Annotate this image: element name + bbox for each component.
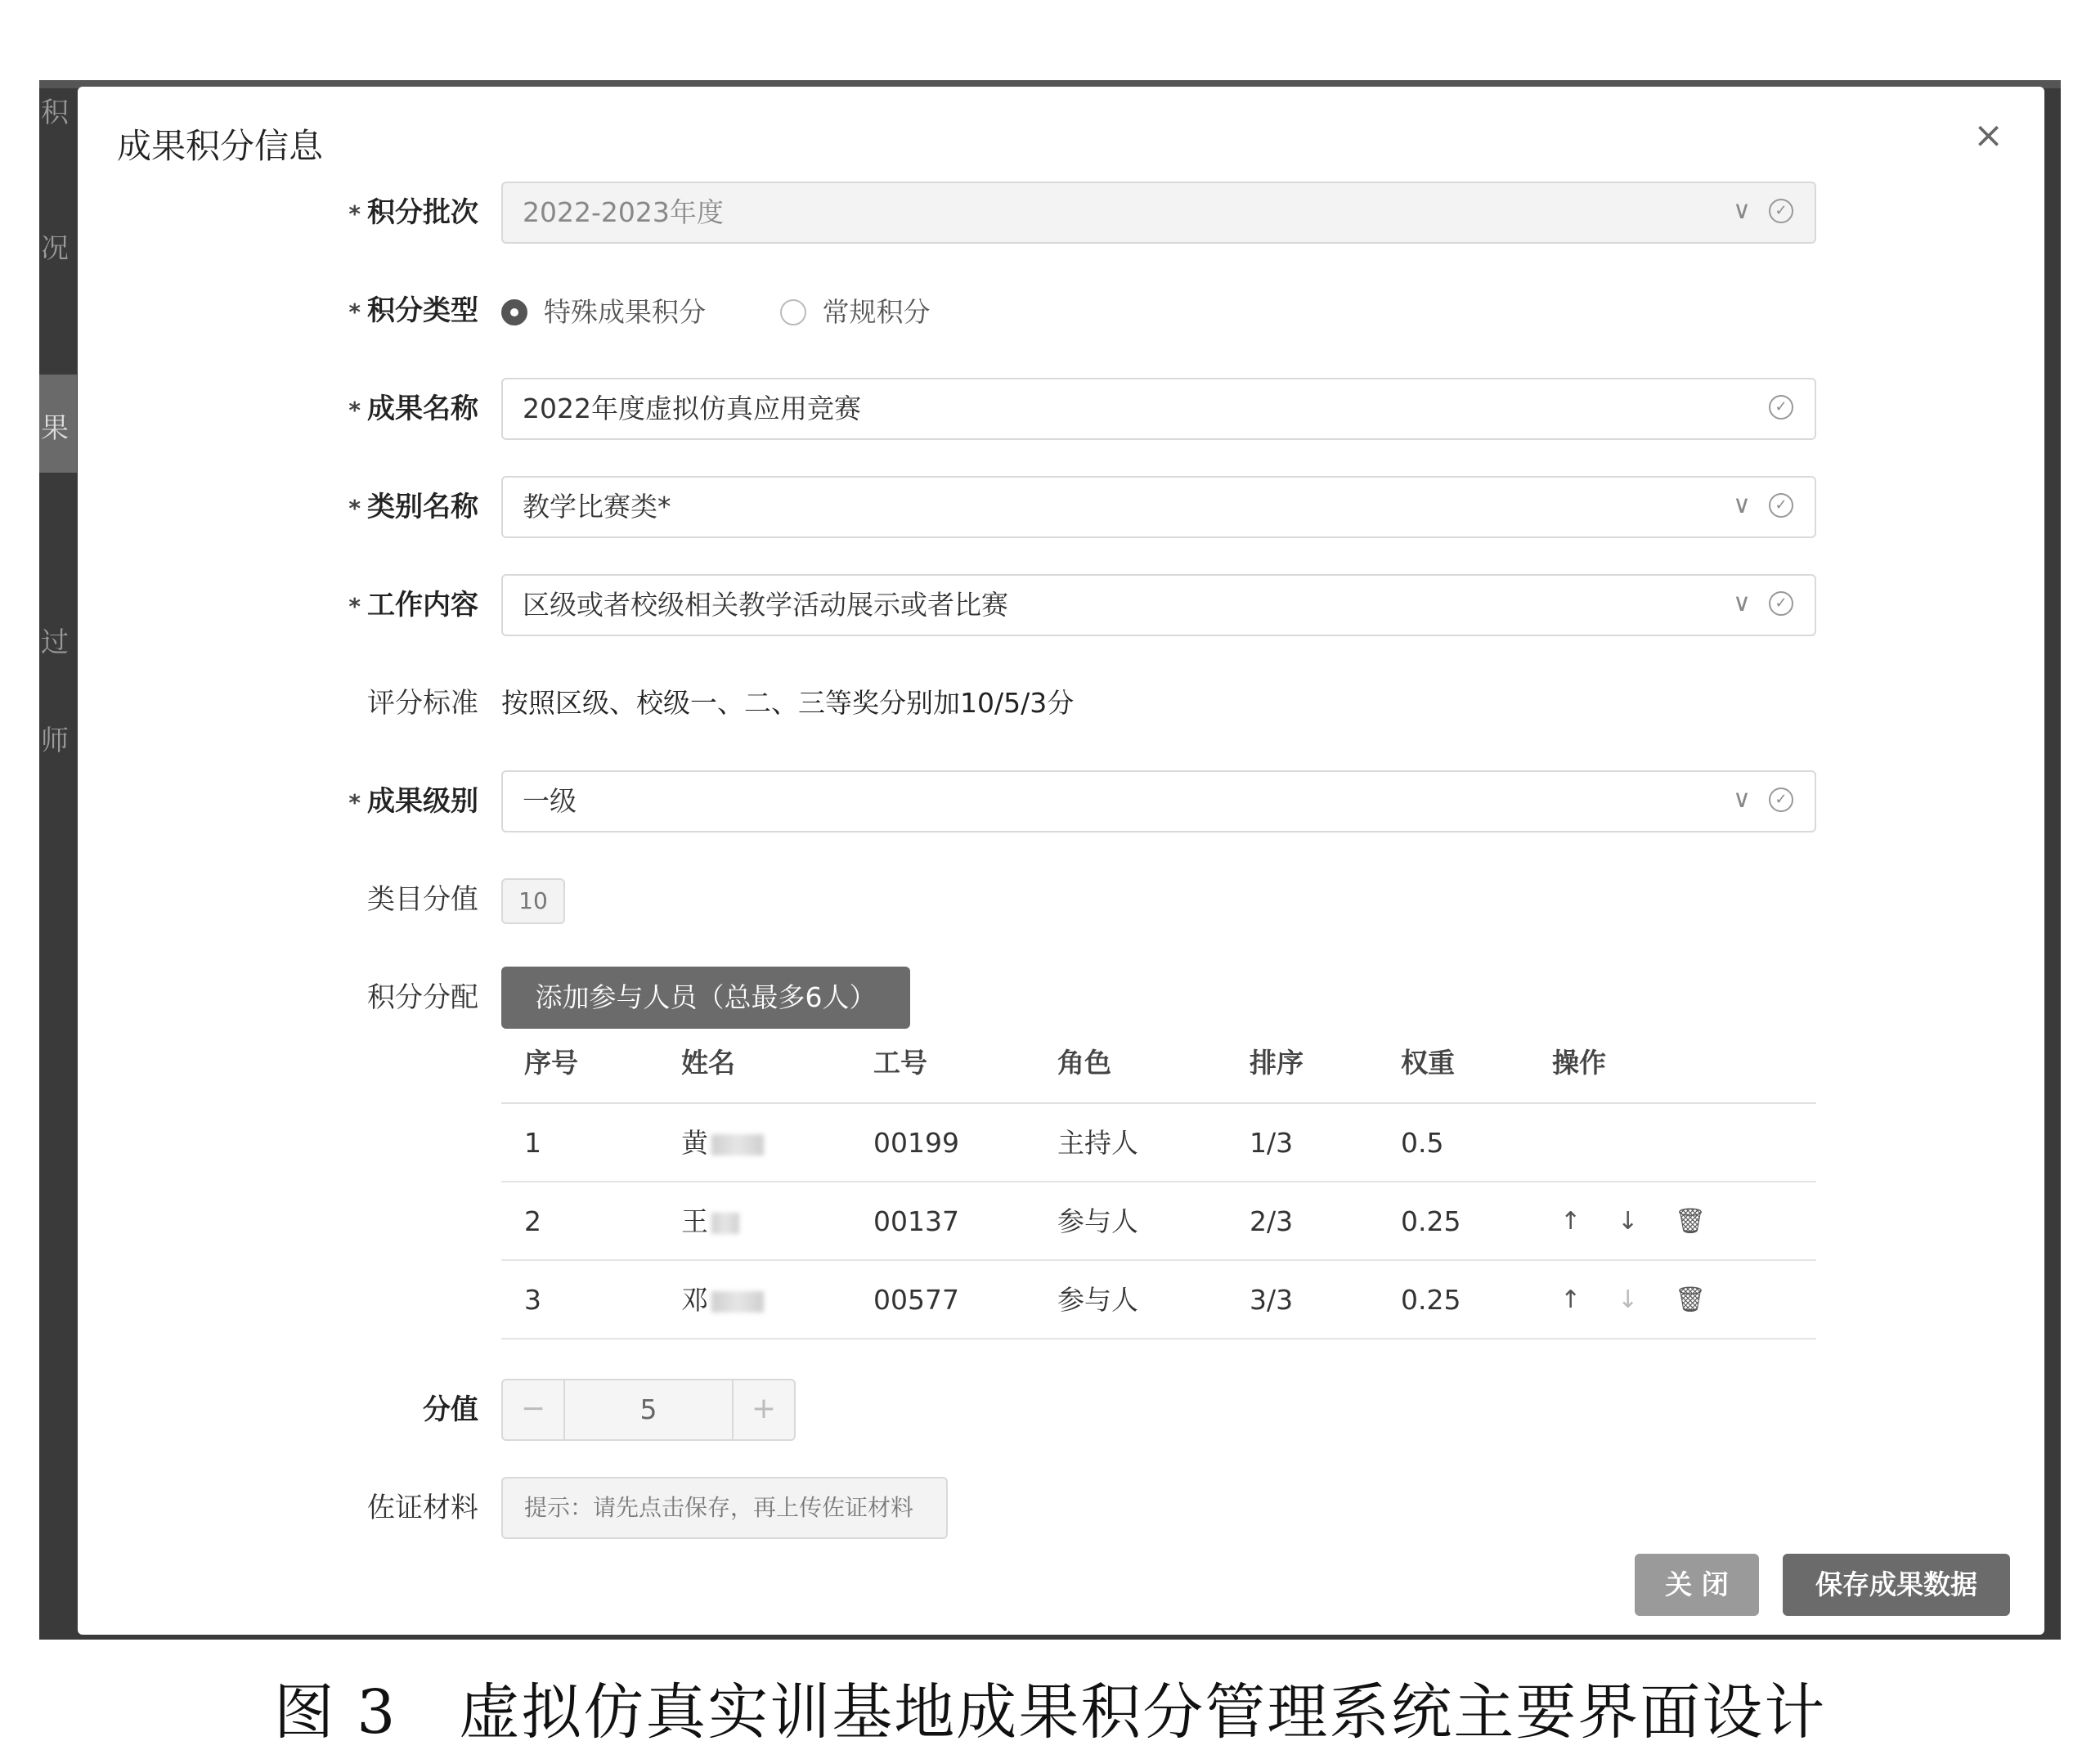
content-label: * 工作内容	[348, 589, 478, 621]
type-radio-group	[501, 280, 996, 343]
evidence-label: 佐证材料	[367, 1492, 478, 1524]
header-order: 排序	[1250, 1047, 1304, 1079]
score-stepper	[501, 1379, 796, 1441]
allocation-label: 积分分配	[367, 981, 478, 1014]
row-no: 3	[524, 1284, 541, 1316]
redacted-name	[711, 1213, 739, 1234]
table-row	[501, 1261, 1816, 1339]
check-circle-icon: ✓	[1769, 493, 1793, 518]
batch-label: * 积分批次	[348, 196, 478, 229]
row-order: 3/3	[1250, 1284, 1294, 1316]
item-score-value: 10	[501, 878, 565, 924]
batch-value: 2022-2023年度	[523, 196, 724, 228]
sidebar-text-5: 师	[41, 725, 69, 757]
type-label: * 积分类型	[348, 294, 478, 327]
chevron-down-icon: ∨	[1733, 785, 1751, 814]
header-actions: 操作	[1552, 1047, 1606, 1079]
work-content-value: 区级或者校级相关教学活动展示或者比赛	[523, 589, 1008, 621]
name-label: * 成果名称	[348, 393, 478, 425]
check-circle-icon: ✓	[1769, 787, 1793, 812]
check-circle-icon: ✓	[1769, 591, 1793, 616]
redacted-name	[711, 1291, 764, 1312]
row-weight: 0.25	[1401, 1205, 1461, 1237]
header-no: 序号	[524, 1047, 578, 1079]
header-id: 工号	[873, 1047, 927, 1079]
radio-special[interactable]	[501, 299, 527, 325]
delete-icon[interactable]: 🗑	[1675, 1207, 1707, 1236]
row-name: 王	[681, 1182, 739, 1261]
figure-caption: 图 3 虚拟仿真实训基地成果积分管理系统主要界面设计	[273, 1677, 1827, 1741]
participants-table	[501, 1030, 1816, 1339]
standard-label: 评分标准	[367, 687, 478, 720]
row-no: 1	[524, 1127, 541, 1159]
batch-select[interactable]	[501, 182, 1816, 244]
row-role: 参与人	[1057, 1205, 1138, 1237]
row-name: 黄	[681, 1104, 764, 1182]
header-name: 姓名	[681, 1047, 735, 1079]
row-id: 00137	[873, 1205, 959, 1237]
dialog-title: 成果积分信息	[117, 126, 324, 166]
radio-special-label[interactable]: 特殊成果积分	[544, 295, 706, 328]
table-header	[501, 1030, 1816, 1104]
increment-button[interactable]: +	[732, 1380, 794, 1439]
check-circle-icon: ✓	[1769, 199, 1793, 223]
move-down-icon[interactable]: ↓	[1618, 1207, 1639, 1236]
redacted-name	[711, 1134, 764, 1155]
add-participant-button[interactable]: 添加参与人员（总最多6人）	[501, 967, 910, 1029]
standard-text: 按照区级、校级一、二、三等奖分别加10/5/3分	[501, 687, 1075, 719]
level-label: * 成果级别	[348, 785, 478, 818]
close-icon[interactable]: ×	[1973, 114, 2004, 156]
row-weight: 0.5	[1401, 1127, 1444, 1159]
move-down-icon: ↓	[1618, 1286, 1639, 1314]
move-up-icon[interactable]: ↑	[1560, 1286, 1582, 1314]
table-row	[501, 1104, 1816, 1182]
level-select[interactable]	[501, 770, 1816, 832]
item-score-label: 类目分值	[367, 883, 478, 916]
score-value[interactable]: 5	[639, 1393, 657, 1425]
row-weight: 0.25	[1401, 1284, 1461, 1316]
delete-icon[interactable]: 🗑	[1675, 1286, 1707, 1314]
save-button[interactable]: 保存成果数据	[1783, 1554, 2010, 1616]
score-label: 分值	[423, 1393, 478, 1426]
category-label: * 类别名称	[348, 491, 478, 523]
row-role: 主持人	[1057, 1127, 1138, 1159]
category-value: 教学比赛类*	[523, 491, 671, 523]
sidebar-text-3: 果	[41, 412, 69, 445]
sidebar-text-2: 况	[41, 232, 69, 265]
sidebar-text-1: 积	[41, 96, 69, 129]
row-order: 1/3	[1250, 1127, 1294, 1159]
close-button[interactable]: 关 闭	[1635, 1554, 1759, 1616]
work-content-select[interactable]	[501, 574, 1816, 636]
chevron-down-icon: ∨	[1733, 196, 1751, 225]
move-up-icon[interactable]: ↑	[1560, 1207, 1582, 1236]
chevron-down-icon: ∨	[1733, 589, 1751, 617]
achievement-name-input[interactable]	[501, 378, 1816, 440]
check-circle-icon: ✓	[1769, 395, 1793, 420]
row-name: 邓	[681, 1261, 764, 1339]
row-id: 00199	[873, 1127, 959, 1159]
row-no: 2	[524, 1205, 541, 1237]
level-value: 一级	[523, 785, 577, 817]
decrement-button[interactable]: −	[503, 1380, 565, 1439]
achievement-score-dialog	[78, 87, 2044, 1635]
row-role: 参与人	[1057, 1284, 1138, 1316]
category-select[interactable]	[501, 476, 1816, 538]
chevron-down-icon: ∨	[1733, 491, 1751, 519]
radio-regular[interactable]	[780, 299, 806, 325]
table-row	[501, 1182, 1816, 1261]
header-weight: 权重	[1401, 1047, 1455, 1079]
achievement-name-value: 2022年度虚拟仿真应用竞赛	[523, 393, 861, 424]
header-role: 角色	[1057, 1047, 1111, 1079]
sidebar-text-4: 过	[41, 626, 69, 659]
radio-regular-label[interactable]: 常规积分	[822, 295, 931, 328]
row-order: 2/3	[1250, 1205, 1294, 1237]
upload-hint: 提示：请先点击保存，再上传佐证材料	[501, 1477, 948, 1539]
row-id: 00577	[873, 1284, 959, 1316]
